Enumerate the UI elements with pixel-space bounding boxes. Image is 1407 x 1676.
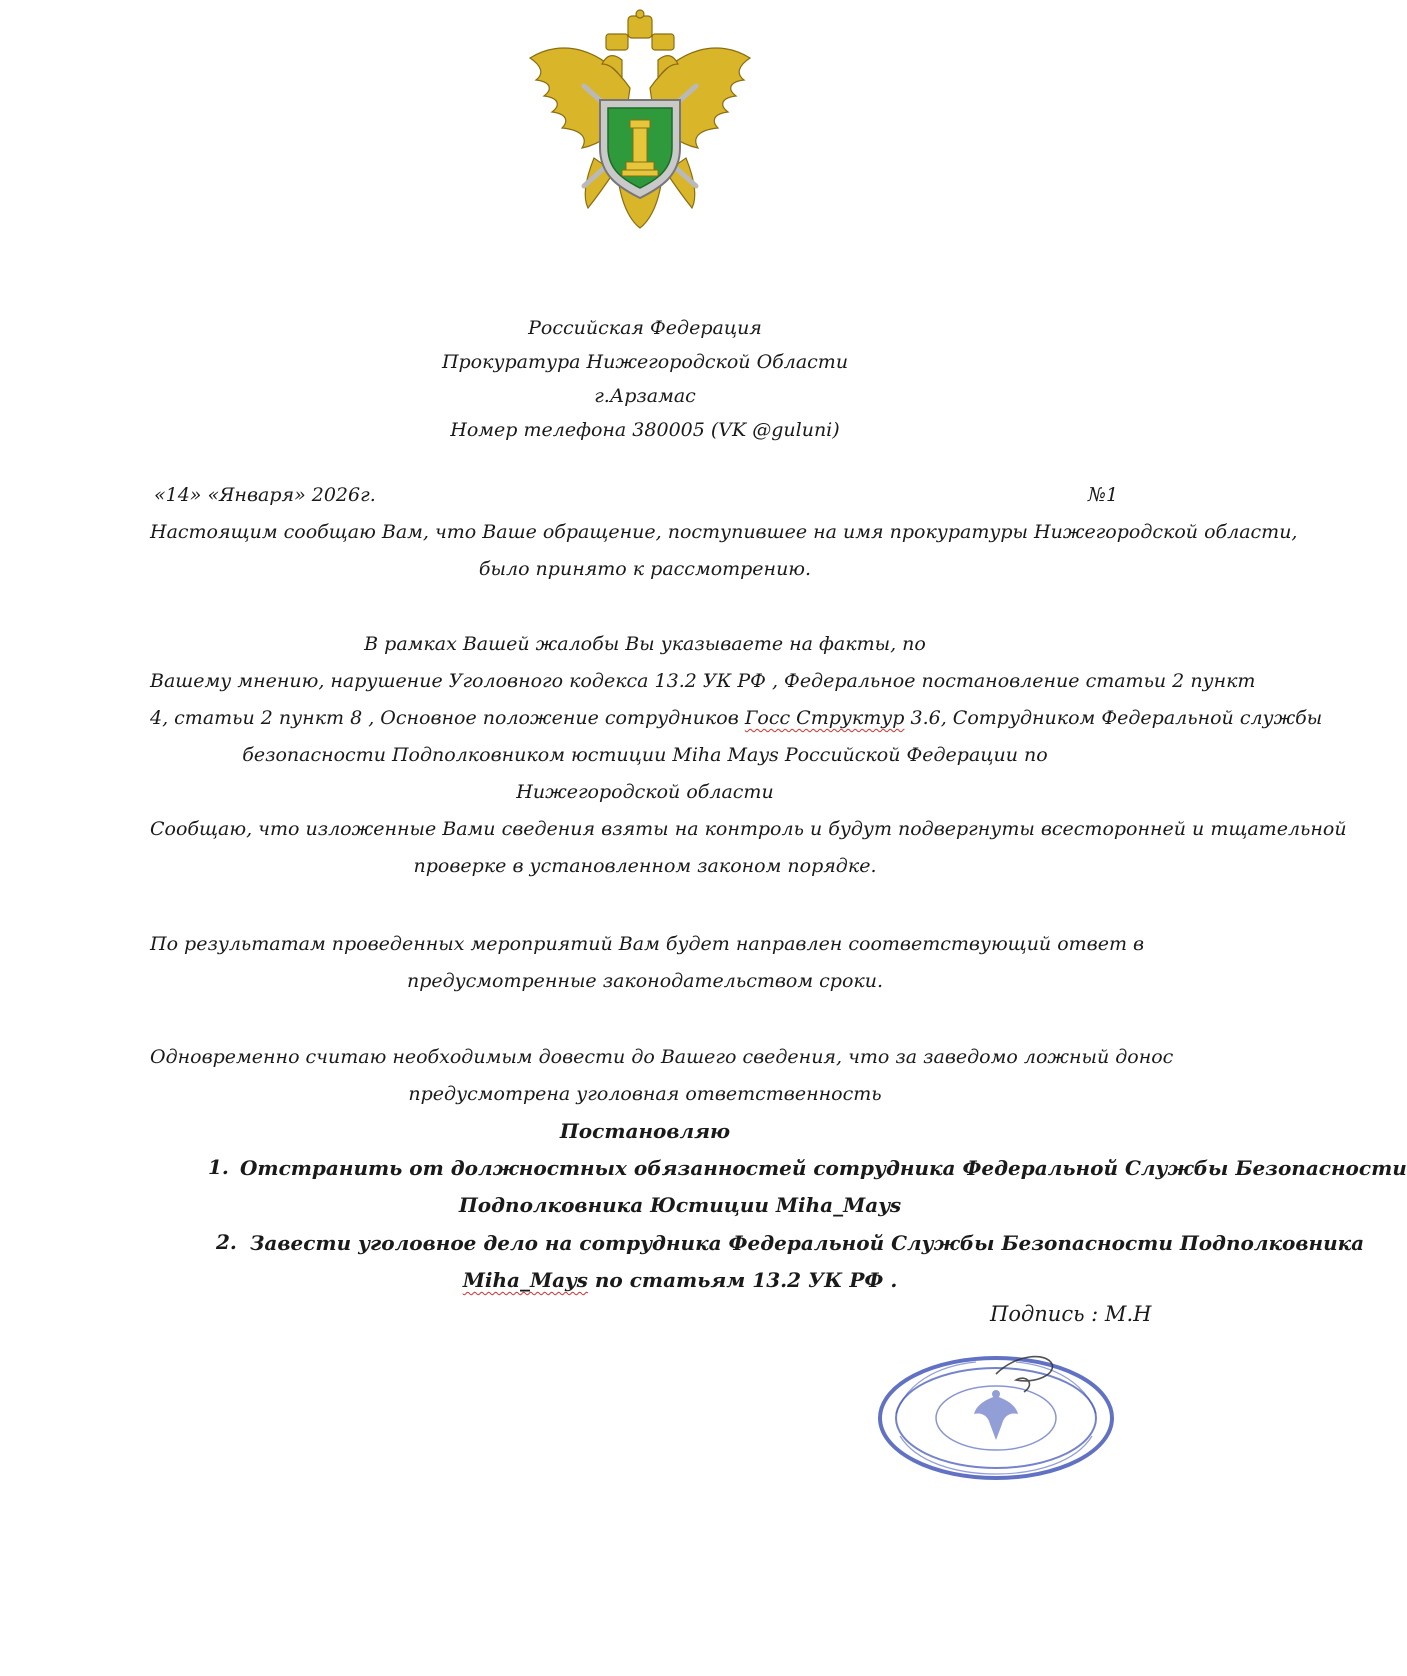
complaint-line: Нижегородской области [516, 781, 774, 803]
city-name: г.Арзамас [594, 385, 696, 407]
resolution-title: Постановляю [559, 1119, 731, 1143]
complaint-line: Сообщаю, что изложенные Вами сведения взяты на контроль и будут подвергнуты всесторонней и тщательной [150, 818, 1347, 840]
misspelled-word: Госс Структур [744, 707, 905, 729]
resolution-item [250, 1225, 1365, 1299]
official-stamp-icon [876, 1344, 1116, 1484]
resolution-item-line: Завести уголовное дело на сотрудника Федеральной Службы Безопасности Подполковника [250, 1231, 1365, 1255]
document-number: №1 [1088, 484, 1119, 506]
complaint-line: безопасности Подполковником юстиции Miha Mays Российской Федерации по [242, 744, 1048, 766]
results-paragraph [150, 926, 1145, 1000]
phone-line: Номер телефона 380005 (VK @guluni) [450, 419, 840, 441]
resolution-item-line: Miha_Mays по статьям 13.2 УК РФ . [462, 1268, 898, 1292]
signature-label: Подпись : М.Н [990, 1302, 1152, 1326]
results-line: По результатам проведенных мероприятий Вам будет направлен соответствующий ответ в [150, 933, 1145, 955]
resolution-item-line: Подполковника Юстиции Miha_Mays [458, 1193, 902, 1217]
complaint-line: 4, статьи 2 пункт 8 , Основное положение сотрудников Госс Структур 3.6, Сотрудником Федеральной службы [150, 707, 1323, 729]
intro-paragraph [150, 514, 1298, 588]
complaint-paragraph [150, 626, 1347, 885]
complaint-line: Вашему мнению, нарушение Уголовного кодекса 13.2 УК РФ , Федеральное постановление статьи 2 пункт [150, 670, 1256, 692]
country-name: Российская Федерация [528, 317, 762, 339]
letterhead [0, 311, 1290, 447]
warning-line: Одновременно считаю необходимым довести до Вашего сведения, что за заведомо ложный донос [150, 1046, 1174, 1068]
prosecutor-emblem-icon [522, 8, 758, 234]
list-number: 2. [216, 1230, 237, 1254]
warning-paragraph [150, 1039, 1174, 1113]
complaint-line: проверке в установленном законом порядке. [413, 855, 877, 877]
intro-line: было принято к рассмотрению. [478, 558, 812, 580]
intro-line: Настоящим сообщаю Вам, что Ваше обращение, поступившее на имя прокуратуры Нижегородской области, [150, 521, 1298, 543]
list-number: 1. [208, 1155, 229, 1179]
results-line: предусмотренные законодательством сроки. [406, 970, 884, 992]
complaint-line: В рамках Вашей жалобы Вы указываете на факты, по [364, 633, 926, 655]
resolution-item-line: Отстранить от должностных обязанностей сотрудника Федеральной Службы Безопасности [240, 1156, 1407, 1180]
office-name: Прокуратура Нижегородской Области [441, 351, 849, 373]
misspelled-word: Miha_Mays [462, 1268, 588, 1292]
warning-line: предусмотрена уголовная ответственность [408, 1083, 882, 1105]
resolution-item [240, 1150, 1407, 1224]
document-date: «14» «Января» 2026г. [154, 484, 376, 506]
